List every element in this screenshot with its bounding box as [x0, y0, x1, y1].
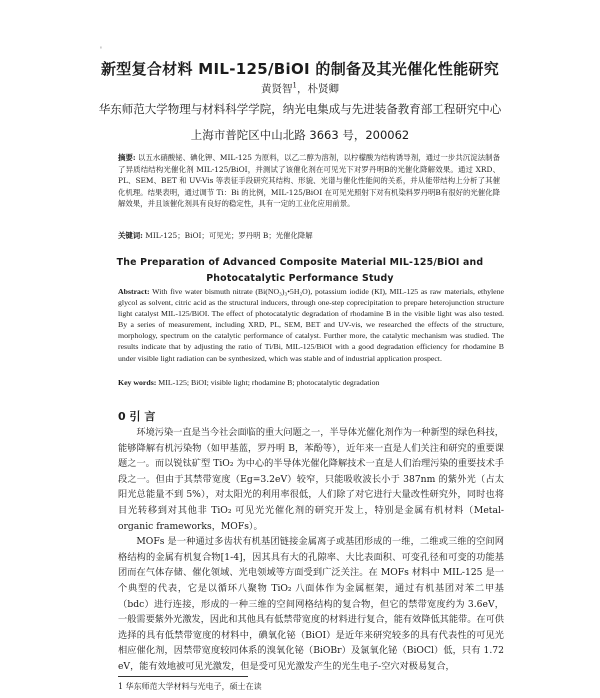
keywords-cn-text: MIL-125；BiOI；可见光；罗丹明 B；光催化降解 — [145, 231, 313, 240]
margin-mark: ' — [100, 46, 102, 54]
footnote: 1 华东师范大学材料与光电子，硕士在读 — [118, 682, 262, 691]
paper-title: 新型复合材料 MIL-125/BiOI 的制备及其光催化性能研究 — [100, 60, 500, 78]
author-line — [0, 81, 600, 96]
keywords-cn — [118, 230, 500, 241]
abstract-en-label: Abstract: — [118, 287, 150, 296]
keywords-en-label: Key words: — [118, 378, 157, 387]
footnote-divider — [118, 676, 248, 677]
keywords-en — [118, 377, 504, 388]
keywords-cn-label: 关键词: — [118, 231, 143, 240]
abstract-en — [118, 286, 504, 364]
english-title: The Preparation of Advanced Composite Material MIL-125/BiOI and Photocatalytic Performance Study — [116, 257, 484, 284]
keywords-en-text: MIL-125; BiOI; visible light; rhodamine B; photocatalytic degradation — [158, 378, 380, 387]
affiliation: 华东师范大学物理与材料科学学院，纳光电集成与先进装备教育部工程研究中心 — [98, 102, 502, 116]
abstract-cn — [118, 152, 500, 210]
section-number: 0 — [118, 410, 126, 423]
paragraph: 环境污染一直是当今社会面临的重大问题之一，半导体光催化剂作为一种新型的绿色科技，能够降解有机污染物（如甲基蓝，罗丹明 B，苯酚等），近年来一直是人们关注和研究的重要课题之一。而以锐钛矿型 TiO₂ 为中心的半导体光催化降解技术一直是人们治理污染的重要技术手段之一。但由于其禁带宽度（Eg=3.2eV）较窄，只能吸收波长小于 387nm 的紫外光（占太阳光总能量不到 5%），对太阳光的利用率很低，人们除了对它进行大量改性研究外，同时也将目光转移到对其他非 TiO₂ 可见光光催化剂的研究开发上，特别是金属有机材料（Metal-organic frameworks，MOFs）。 — [118, 427, 504, 532]
section-title: 引 言 — [129, 410, 156, 423]
paragraph: MOFs 是一种通过多齿状有机基团链接金属离子或基团形成的一维，二维或三维的空间网格结构的金属有机复合物[1-4]，因其具有大的孔隙率、大比表面积、可变孔径和可变的功能基团而在气体存储、催化领域、光电领域等方面受到广泛关注。在 MOFs 材料中 MIL-125 是一个典型的代表，它是以循环八聚物 TiO₂ 八面体作为金属框架，通过有机基团对苯二甲基（bdc）进行连接，形成的一种三维的空间网格结构的复合物，但它的禁带宽度约为 3.6eV，一般需要紫外光激发，因此和其他具有低禁带宽度的材料进行复合，能有效降低其能带。在可供选择的具有低禁带宽度的材料中，碘氧化铋（BiOI）是近年来研究较多的具有代表性的可见光相应催化剂，因禁带宽度较同体系的溴氧化铋（BiOBr）及氯氧化铋（BiOCl）低，只有 1.72 eV，能有效地被可见光激发，但是受可见光激发产生的光生电子-空穴对极易复合， — [118, 536, 504, 672]
abstract-cn-label: 摘要: — [118, 153, 136, 162]
abstract-cn-text: 以五水硝酸铋、碘化钾、MIL-125 为原料，以乙二醇为溶剂，以柠檬酸为结构诱导剂，通过一步共沉淀法制备了异质结结构光催化剂 MIL-125/BiOI，并测试了该催化剂在可见光下对罗丹明B的光催化降解效果。通过 XRD、PL、SEM、BET 和 UV-Vis 等表征手段研究其结构、形貌、光谱与催化性能间的关系，并从能带结构上分析了其催化机理。结果表明，通过调节 Ti：Bi 的比例，MIL-125/BiOI 在可见光照射下对有机染料罗丹明B有很好的光催化降解效果，并且该催化剂具有良好的稳定性，具有一定的工业化应用前景。 — [118, 153, 500, 209]
body-text — [118, 425, 504, 675]
author-second: 朴贤卿 — [307, 83, 339, 95]
abstract-en-text: With five water bismuth nitrate (Bi(NO₃)₃•5H₂O), potassium iodide (KI), MIL-125 as raw materials, ethylene glycol as solvent, citric acid as the structural inducers, through one-step coprecipitation to prepare heterojunction structure light catalyst MIL-125/BiOI. The effect of photocatalytic degradation of rhodamine B in the visible light was also tested. By a series of measurement, including XRD, PL, SEM, BET and UV-vis, we researched the effects of the structure, morphology, spectrum on the catalytic performance of catalyst. Further more, the catalytic mechanism was studied. The results indicate that by adjusting the ratio of Ti/Bi, MIL-125/BiOI with a good degradation efficiency for rhodamine B under visible light radiation can be synthesized, which was stable and of industrial application prospect. — [118, 287, 504, 363]
author-first: 黄贤智 — [261, 83, 293, 95]
section-heading — [118, 408, 218, 424]
address: 上海市普陀区中山北路 3663 号，200062 — [190, 128, 410, 142]
author-separator: ， — [296, 83, 308, 95]
author-first-superscript: 1 — [292, 81, 297, 90]
